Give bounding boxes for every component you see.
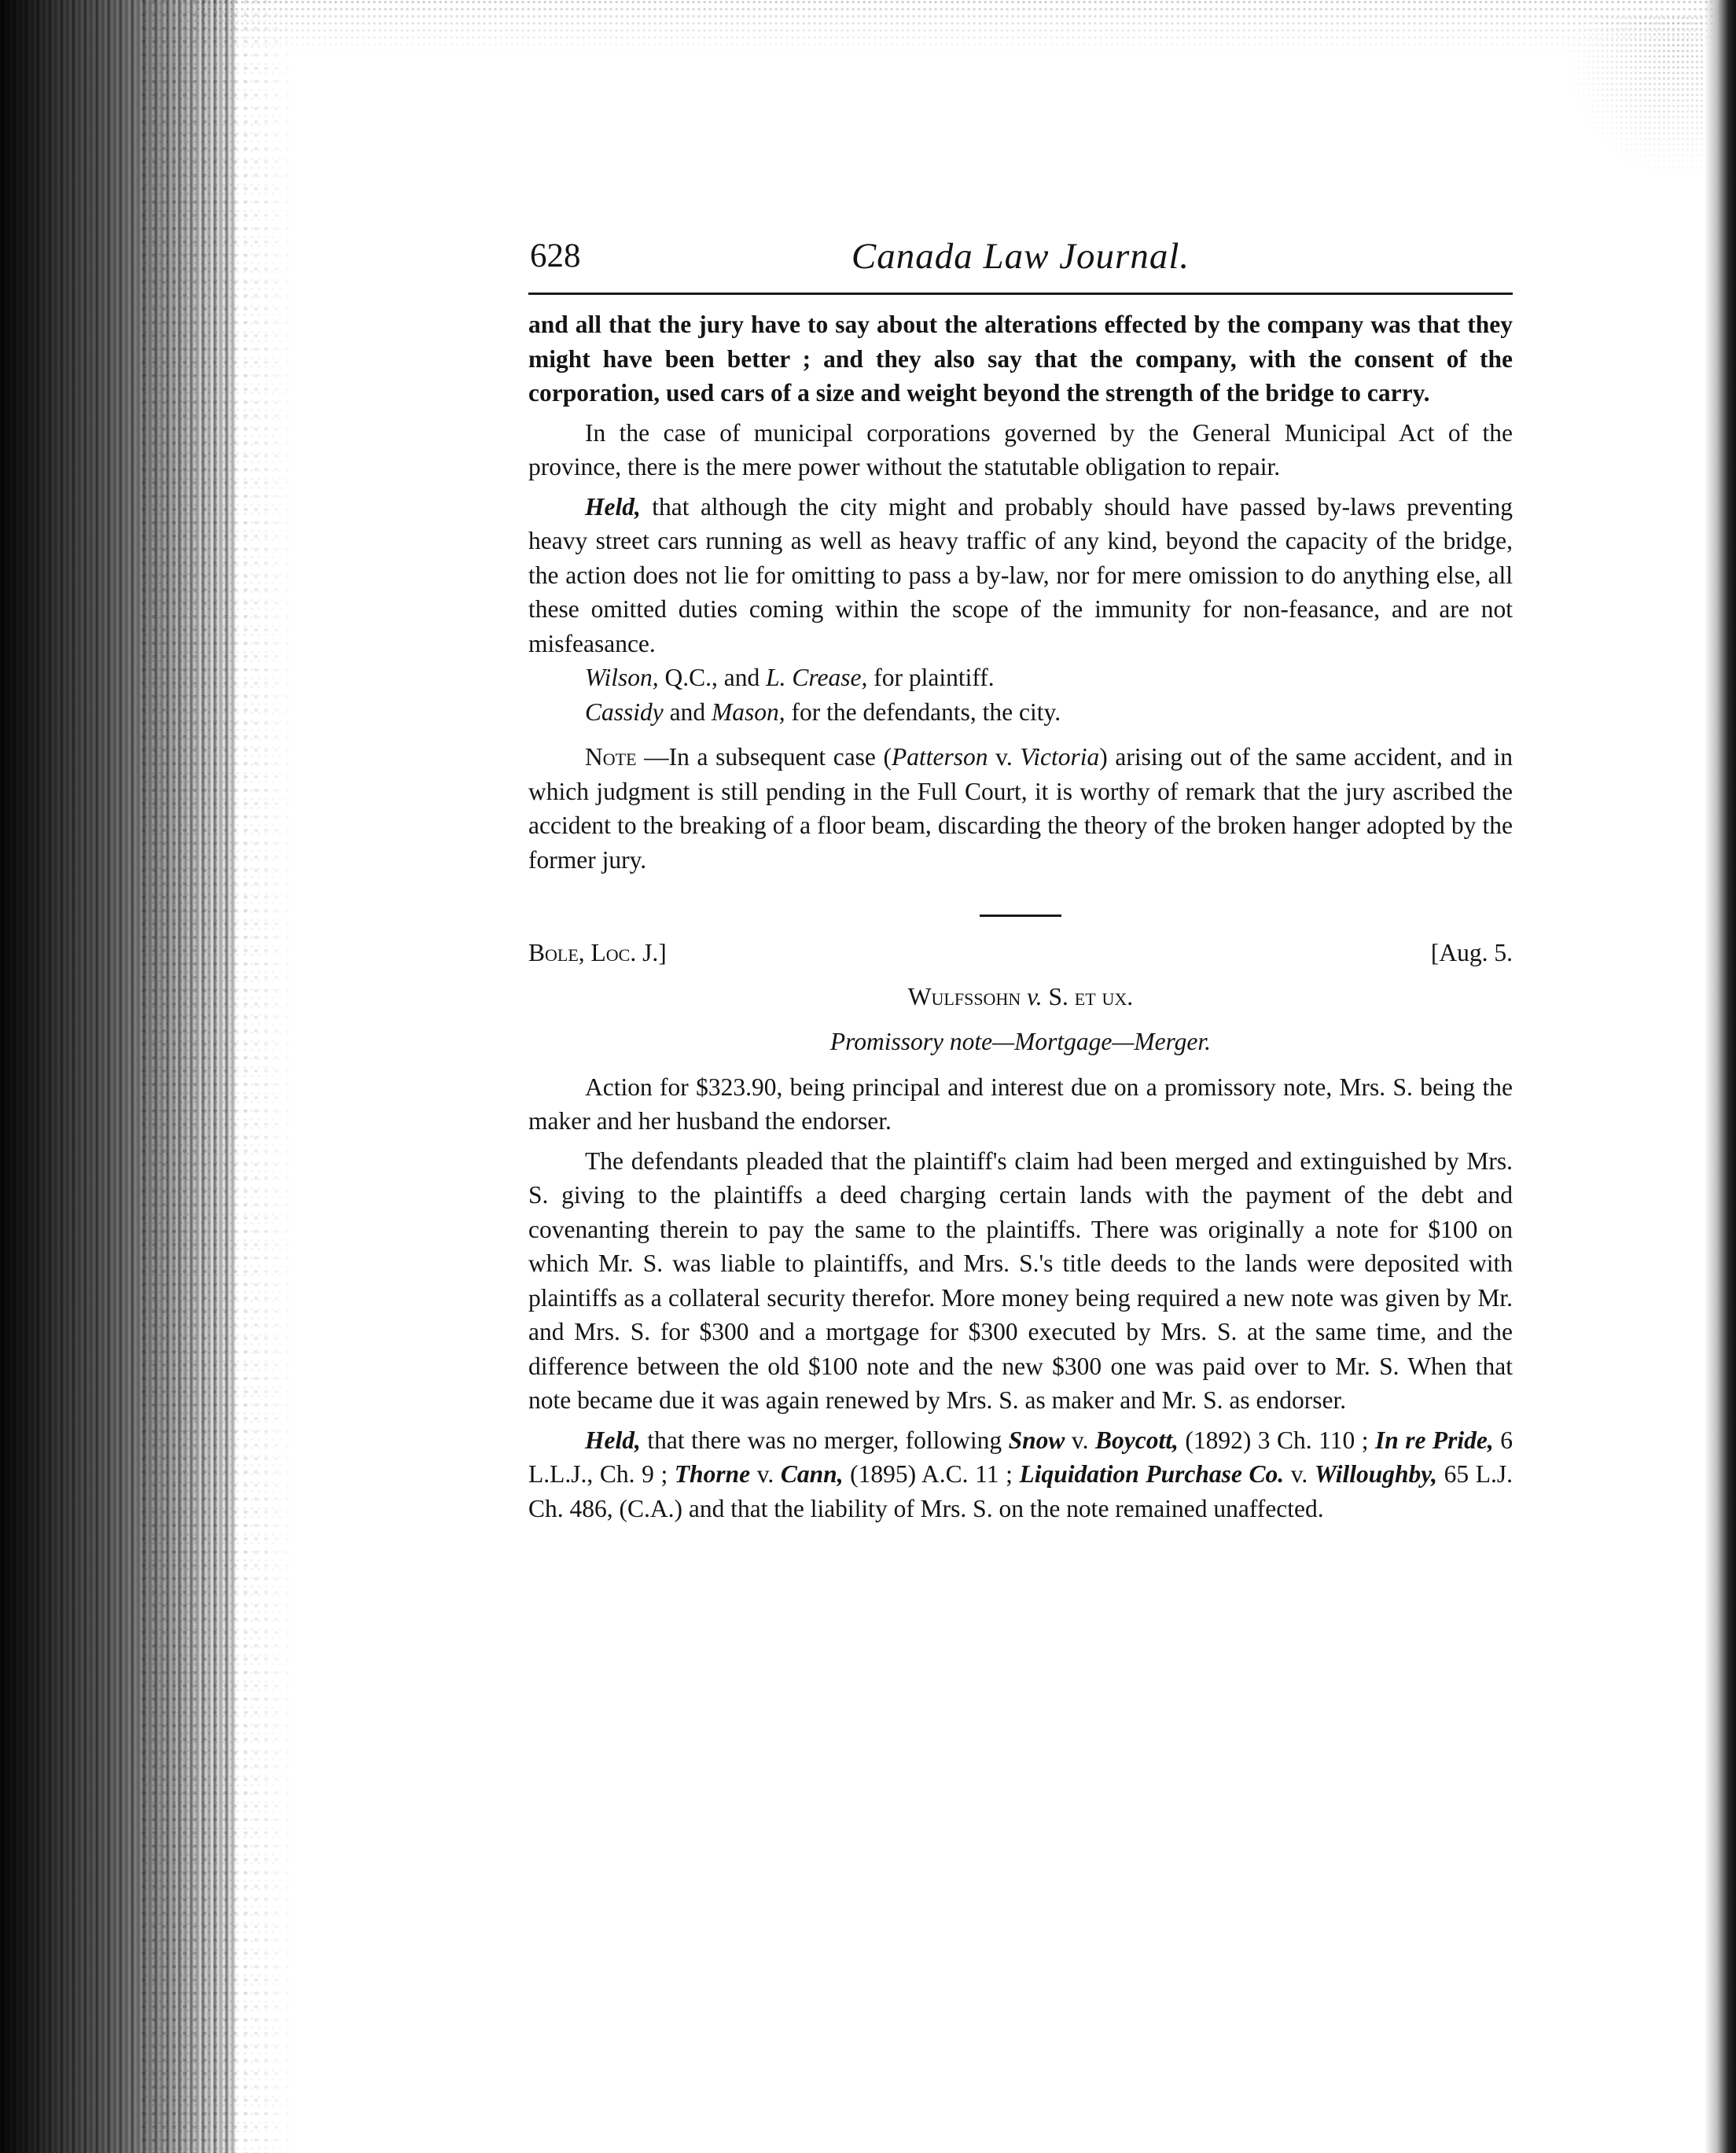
case-name: Thorne: [674, 1460, 751, 1488]
note-label: Note: [585, 743, 637, 771]
scan-noise: [142, 0, 299, 2153]
decision-date: [Aug. 5.: [1430, 939, 1513, 966]
case-title: [528, 980, 1513, 1014]
judge-name: Bole, Loc. J.]: [528, 939, 667, 966]
case-name: Victoria: [1020, 743, 1100, 771]
case-name: Boycott,: [1095, 1426, 1179, 1454]
holding-text: (1895) A.C. 11 ;: [843, 1460, 1020, 1488]
page-number: 628: [530, 237, 581, 274]
counsel-name: Mason,: [712, 697, 785, 726]
holding-text: that although the city might and probably should have passed by-laws preventing heavy street cars running as well as heavy traffic of any kind, beyond the capacity of the bridge, the action does not lie for omitting to pass a by-law, nor for mere omission to do anything else, all these omitted duties coming within the scope of the immunity for non-feasance, and are not misfeasance.: [528, 492, 1513, 657]
counsel-text: and: [663, 697, 712, 726]
versus: v.: [750, 1460, 781, 1488]
held-word: Held,: [585, 1426, 641, 1454]
case-one-paragraph-2: In the case of municipal corporations governed by the General Municipal Act of the province, there is the mere power without the statutable obligation to repair.: [528, 418, 1513, 480]
section-divider: [980, 915, 1061, 917]
case-two-paragraph-1: Action for $323.90, being principal and interest due on a promissory note, Mrs. S. being the maker and her husband the endorser.: [528, 1073, 1513, 1135]
counsel-role: for the defendants, the city.: [785, 697, 1061, 726]
counsel-defendant: [528, 695, 1513, 730]
case-subject: Promissory note—Mortgage—Merger.: [829, 1028, 1212, 1055]
journal-page: [528, 233, 1513, 1526]
note-text: —In a subsequent case (: [636, 743, 892, 771]
case-name: Patterson: [892, 743, 988, 771]
case-two-holding: [528, 1423, 1513, 1526]
holding-text: 65 L.J. Ch. 486, (C.A.) and that the liability of Mrs. S. on the note remained unaffected.: [528, 1460, 1513, 1522]
case-two-text: [528, 1070, 1513, 1526]
page-header: [528, 233, 1513, 295]
versus: v.: [988, 743, 1021, 771]
note-paragraph: [528, 740, 1513, 877]
case-two-paragraph-2: The defendants pleaded that the plaintiff's claim had been merged and extinguished by Mrs. S. giving to the plaintiffs a deed charging certain lands with the payment of the debt and covenanting therein to pay the same to the plaintiffs. There was originally a note for $100 on which Mr. S. was liable to plaintiffs, and Mrs. S.'s title deeds to the lands were deposited with plaintiffs as a collateral security therefor. More money being required a new note was given by Mr. and Mrs. S. for $300 and a mortgage for $300 executed by Mrs. S. at the same time, and the difference between the old $100 note and the new $300 one was paid over to Mr. S. When that note became due it was again renewed by Mrs. S. as maker and Mr. S. as endorser.: [528, 1146, 1513, 1414]
counsel-name: L. Crease,: [766, 664, 868, 691]
journal-title: Canada Law Journal.: [851, 236, 1190, 277]
case-name: Willoughby,: [1314, 1460, 1437, 1488]
counsel-name: Wilson,: [585, 664, 659, 691]
versus: v.: [1065, 1426, 1095, 1454]
case-name: Liquidation Purchase Co.: [1019, 1460, 1285, 1488]
holding-text: (1892) 3 Ch. 110 ;: [1178, 1426, 1375, 1454]
case-one-text: [528, 307, 1513, 877]
scan-noise-corner: [1563, 16, 1705, 181]
case-one-paragraph-1: and all that the jury have to say about the alterations effected by the company was that they might have been better ; and they also say that the company, with the consent of the corporation, used cars of a size and weight beyond the strength of the bridge to carry.: [528, 311, 1513, 407]
case-name: In re Pride,: [1374, 1426, 1494, 1454]
holding-text: that there was no merger, following: [640, 1426, 1009, 1454]
case-one-holding: [528, 490, 1513, 661]
case-name: Snow: [1008, 1426, 1065, 1454]
held-word: Held,: [585, 492, 641, 521]
counsel-text: Q.C., and: [658, 664, 767, 691]
page-right-edge: [1705, 0, 1736, 2153]
party-name: Wulfssohn: [907, 982, 1021, 1010]
counsel-name: Cassidy: [585, 697, 664, 726]
party-name: S. et ux.: [1048, 982, 1134, 1010]
court-line: [528, 936, 1513, 970]
counsel-role: for plaintiff.: [867, 664, 995, 691]
holding-text: 6 L.L.J., Ch. 9 ;: [528, 1426, 1513, 1488]
versus: v.: [1021, 982, 1049, 1010]
note-text: ) arising out of the same accident, and in which judgment is still pending in the Full Court, it is worthy of remark that the jury ascribed the accident to the breaking of a floor beam, discarding the theory of the broken hanger adopted by the former jury.: [528, 743, 1513, 874]
versus: v.: [1284, 1460, 1315, 1488]
counsel-plaintiff: [528, 661, 1513, 695]
case-name: Cann,: [780, 1460, 844, 1488]
scan-noise-top: [197, 0, 1736, 55]
